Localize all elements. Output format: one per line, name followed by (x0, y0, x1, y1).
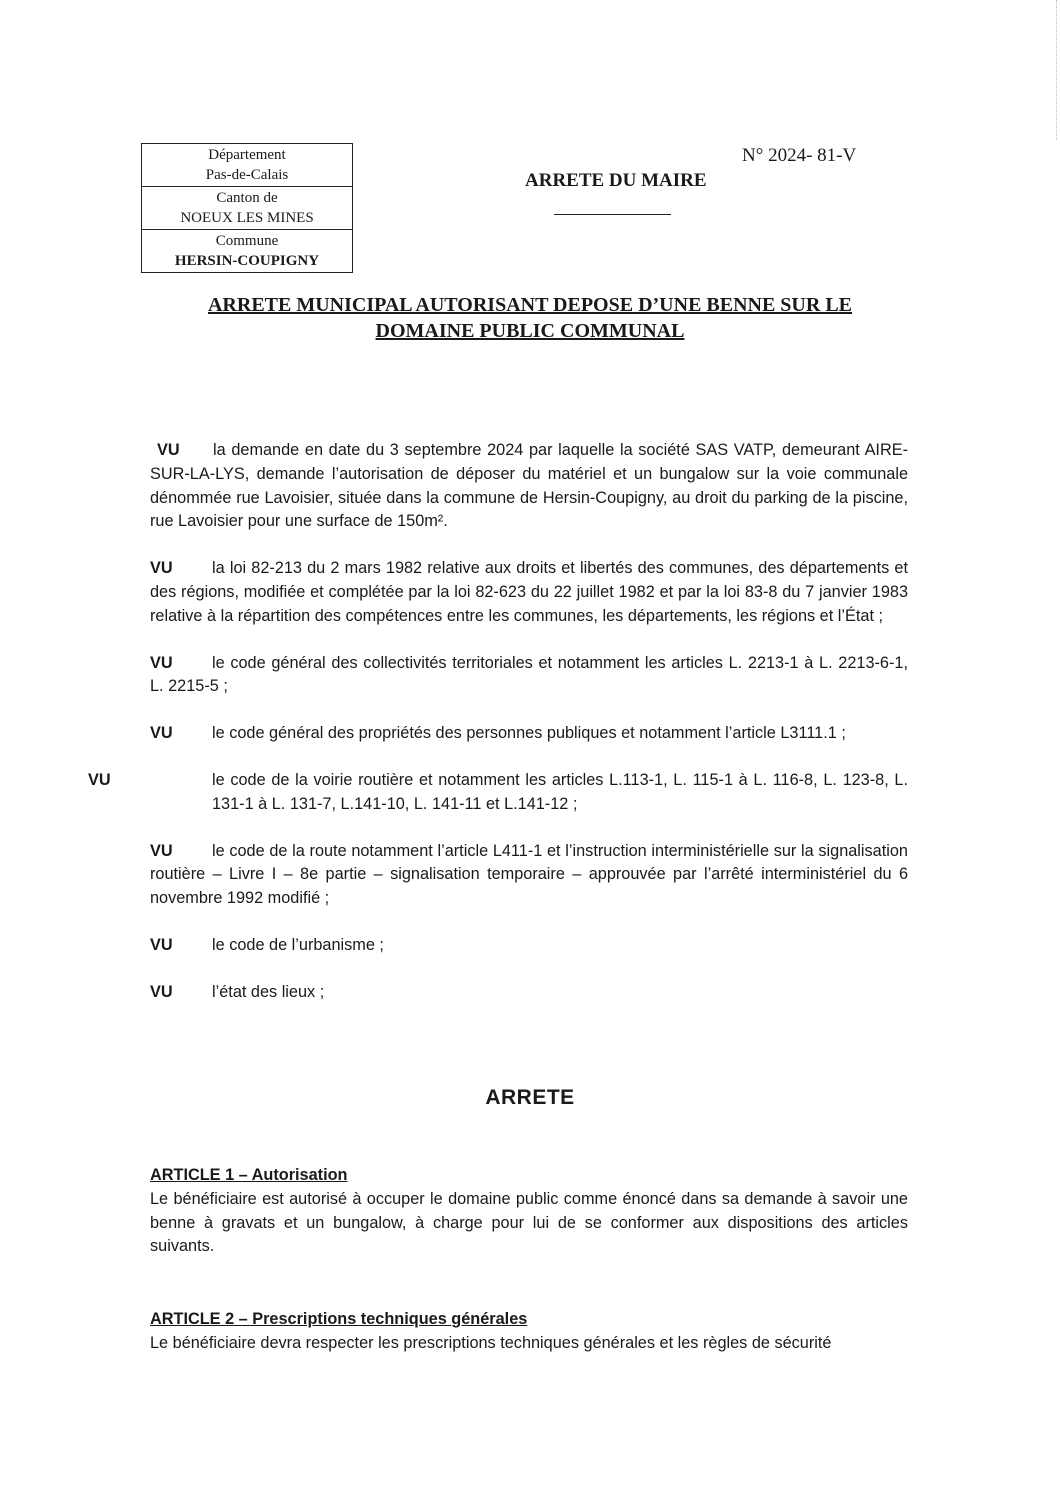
considerant-5 (88, 769, 908, 817)
considerant-6 (150, 840, 908, 911)
canton-cell (142, 187, 352, 230)
article-heading: ARTICLE 2 – Prescriptions techniques générales (150, 1310, 528, 1328)
vu-label: VU (150, 982, 173, 1001)
departement-value: Pas-de-Calais (205, 167, 289, 183)
arrete-du-maire-title: ARRETE DU MAIRE (525, 170, 707, 191)
main-title-line-2: DOMAINE PUBLIC COMMUNAL (375, 320, 685, 342)
vu-label: VU (150, 653, 173, 672)
departement-label: Département (208, 147, 286, 163)
considerant-7 (150, 934, 908, 958)
considerant-text: le code général des propriétés des personnes publiques et notamment l’article L3111.1 ; (212, 724, 846, 743)
article-body: Le bénéficiaire devra respecter les prescriptions techniques générales et les règles de sécurité (150, 1333, 832, 1352)
commune-cell (142, 230, 352, 272)
considerant-4 (150, 722, 908, 746)
considerant-text: la demande en date du 3 septembre 2024 par laquelle la société SAS VATP, demeurant AIRE-SUR-LA-LYS, demande l’autorisation de déposer du matériel et un bungalow sur la voie communale dénommée rue Lavoisier, située dans la commune de Hersin-Coupigny, au droit du parking de la piscine, rue Lavoisier pour une surface de 150m². (150, 441, 908, 531)
vu-label: VU (150, 559, 173, 578)
page-margin-mark (1056, 0, 1060, 140)
admin-info-box (141, 143, 353, 273)
departement-cell (142, 144, 352, 187)
article-heading: ARTICLE 1 – Autorisation (150, 1166, 348, 1184)
considerants-list (88, 439, 908, 1028)
article-body: Le bénéficiaire est autorisé à occuper le domaine public comme énoncé dans sa demande à savoir une benne à gravats et un bungalow, à charge pour lui de se conformer aux dispositions des articles suivants. (150, 1189, 908, 1256)
considerant-3 (150, 652, 908, 700)
title-rule (554, 214, 671, 215)
considerant-2 (150, 557, 908, 628)
vu-label: VU (150, 724, 173, 743)
commune-value: HERSIN-COUPIGNY (174, 253, 320, 269)
main-title (150, 292, 910, 344)
vu-label: VU (157, 441, 180, 459)
main-title-line-1: ARRETE MUNICIPAL AUTORISANT DEPOSE D’UNE BENNE SUR LE (207, 294, 852, 316)
vu-label: VU (150, 841, 173, 860)
canton-label: Canton de (216, 190, 278, 206)
arrete-number: N° 2024- 81-V (742, 145, 857, 166)
considerant-text: le code de l’urbanisme ; (212, 935, 384, 954)
considerant-8 (150, 981, 908, 1005)
commune-label: Commune (215, 233, 279, 249)
considerant-text: le code général des collectivités territoriales et notamment les articles L. 2213-1 à L. 2213-6-1, L. 2215-5 ; (150, 653, 908, 696)
canton-value: NOEUX LES MINES (180, 210, 314, 226)
considerant-1 (150, 439, 908, 534)
vu-label: VU (88, 770, 111, 789)
considerant-text: le code de la route notamment l’article L411-1 et l’instruction interministérielle sur la signalisation routière – Livre I – 8e partie – signalisation temporaire – approuvée par l’arrêté interministériel du 6 novembre 1992 modifié ; (150, 841, 908, 908)
considerant-text: le code de la voirie routière et notamment les articles L.113-1, L. 115-1 à L. 116-8, L. 123-8, L. 131-1 à L. 131-7, L.141-10, L. 141-11 et L.141-12 ; (212, 770, 908, 813)
article-2 (150, 1308, 908, 1356)
article-1 (150, 1164, 908, 1259)
considerant-text: la loi 82-213 du 2 mars 1982 relative aux droits et libertés des communes, des départements et des régions, modifiée et complétée par la loi 82-623 du 22 juillet 1982 et par la loi 83-8 du 7 janvier 1983 relative à la répartition des compétences entre les communes, les départements, les régions et l’État ; (150, 559, 908, 625)
considerant-text: l’état des lieux ; (212, 982, 325, 1001)
arrete-section-title: ARRETE (485, 1086, 575, 1109)
vu-label: VU (150, 935, 173, 954)
